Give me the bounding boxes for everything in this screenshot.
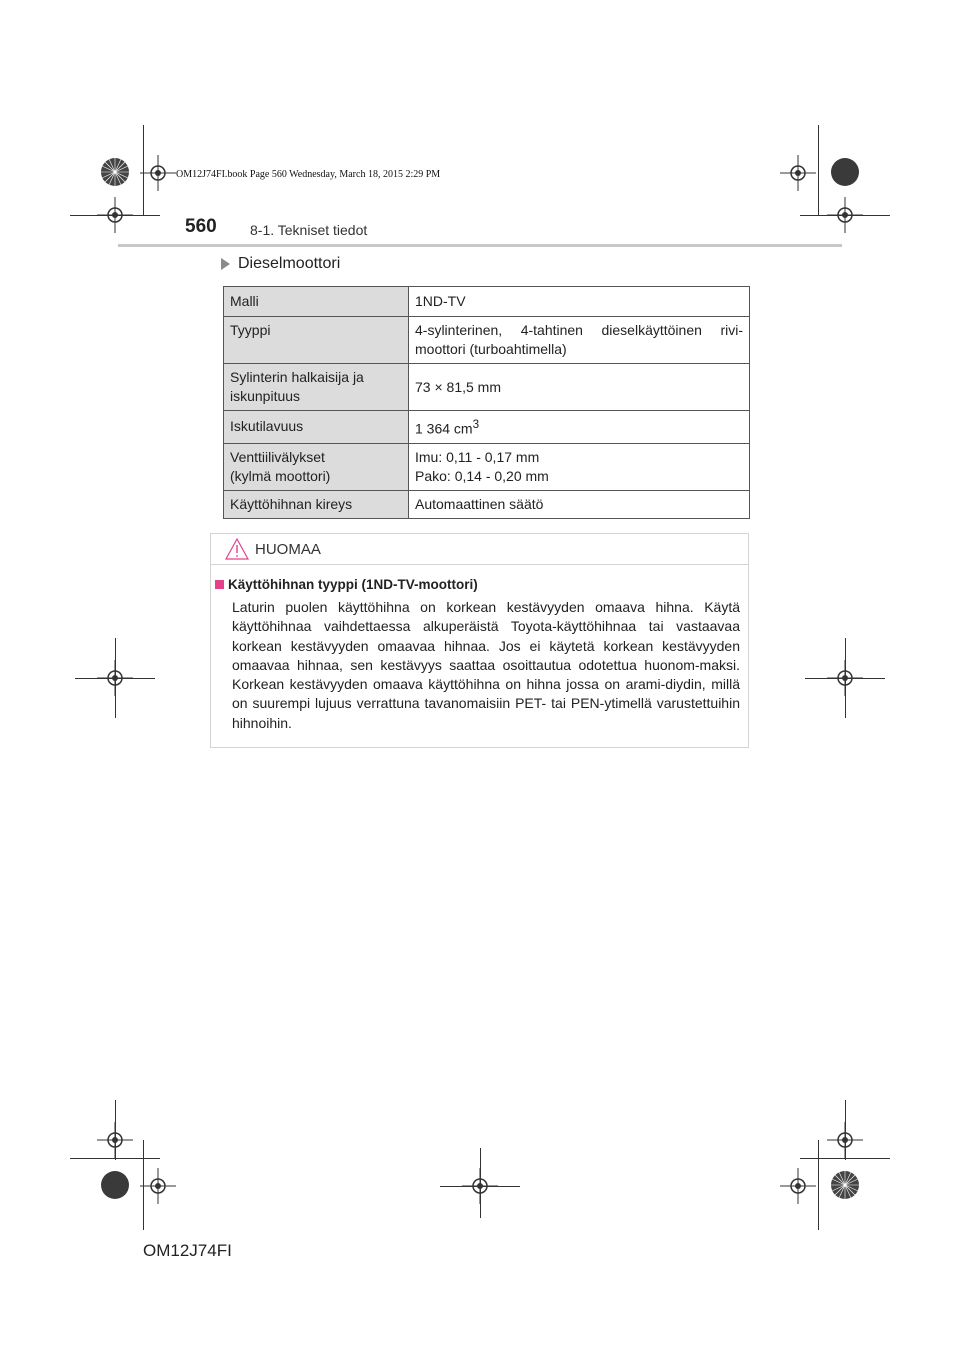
spec-value: Automaattinen säätö — [409, 490, 750, 518]
notice-body — [211, 565, 748, 733]
spec-value: 73 × 81,5 mm — [409, 364, 750, 411]
notice-text: Laturin puolen käyttöhihna on korkean kestävyyden omaava hihna. Käytä käyttöhihnaa vaihdettaessa alkuperäistä Toyota-käyttöhihnaa tai vastaavaa korkean kestävyyden omaavaa hihnaa. Jos ei käytetä korkean kestävyyden omaavaa hihnaa, sen kestävyys saattaa osoittautua odotettua huonom-maksi. Korkean kestävyyden omaava käyttöhihna on hihna jossa on arami-diydin, millä on suurempi lujuus verrattuna tavanomaisiin PET- tai PEN-ytimellä varustettuihin hihnoihin. — [232, 599, 740, 731]
spec-value — [409, 443, 750, 490]
spec-key: Käyttöhihnan kireys — [224, 490, 409, 518]
notice-subtitle — [215, 577, 740, 592]
spec-key: Iskutilavuus — [224, 411, 409, 444]
spec-value-text: 1 364 cm — [415, 420, 473, 437]
table-row — [224, 411, 750, 444]
sunburst-mark-icon — [100, 157, 130, 187]
table-row — [224, 364, 750, 411]
square-bullet-icon — [215, 580, 224, 589]
crosshair-icon — [140, 1168, 176, 1204]
spec-key: Tyyppi — [224, 317, 409, 364]
spec-key-line: (kylmä moottori) — [230, 467, 331, 484]
table-row — [224, 490, 750, 518]
book-header: OM12J74FI.book Page 560 Wednesday, March 18, 2015 2:29 PM — [176, 169, 441, 180]
spec-key-line: Venttiilivälykset — [230, 448, 325, 465]
document-code: OM12J74FI — [143, 1241, 232, 1260]
notice-title: HUOMAA — [255, 540, 321, 558]
spec-key: Sylinterin halkaisija ja iskunpituus — [224, 364, 409, 411]
spec-value — [409, 411, 750, 444]
header-rule — [118, 244, 842, 247]
spec-value-line: Pako: 0,14 - 0,20 mm — [415, 467, 549, 484]
notice-header — [211, 534, 748, 565]
crosshair-icon — [780, 1168, 816, 1204]
table-row — [224, 443, 750, 490]
triangle-bullet-icon — [221, 258, 230, 270]
registration-dot-icon — [830, 157, 860, 187]
table-row — [224, 287, 750, 317]
spec-value: 4-sylinterinen, 4-tahtinen dieselkäyttöinen rivi-moottori (turboahtimella) — [409, 317, 750, 364]
subheading-text: Dieselmoottori — [238, 255, 341, 272]
notice-subtitle-text: Käyttöhihnan tyyppi (1ND-TV-moottori) — [228, 577, 478, 592]
crosshair-icon — [140, 155, 176, 191]
sunburst-mark-icon — [830, 1170, 860, 1200]
subheading — [221, 255, 340, 273]
page-number: 560 — [185, 216, 217, 237]
registration-dot-icon — [100, 1170, 130, 1200]
specs-table — [223, 286, 750, 519]
crosshair-icon — [780, 155, 816, 191]
spec-value-line: Imu: 0,11 - 0,17 mm — [415, 448, 540, 465]
spec-value: 1ND-TV — [409, 287, 750, 317]
superscript: 3 — [472, 418, 480, 431]
spec-key — [224, 443, 409, 490]
warning-icon — [225, 538, 249, 560]
spec-key: Malli — [224, 287, 409, 317]
section-title: 8-1. Tekniset tiedot — [250, 222, 368, 238]
table-row — [224, 317, 750, 364]
notice-box — [210, 533, 749, 748]
